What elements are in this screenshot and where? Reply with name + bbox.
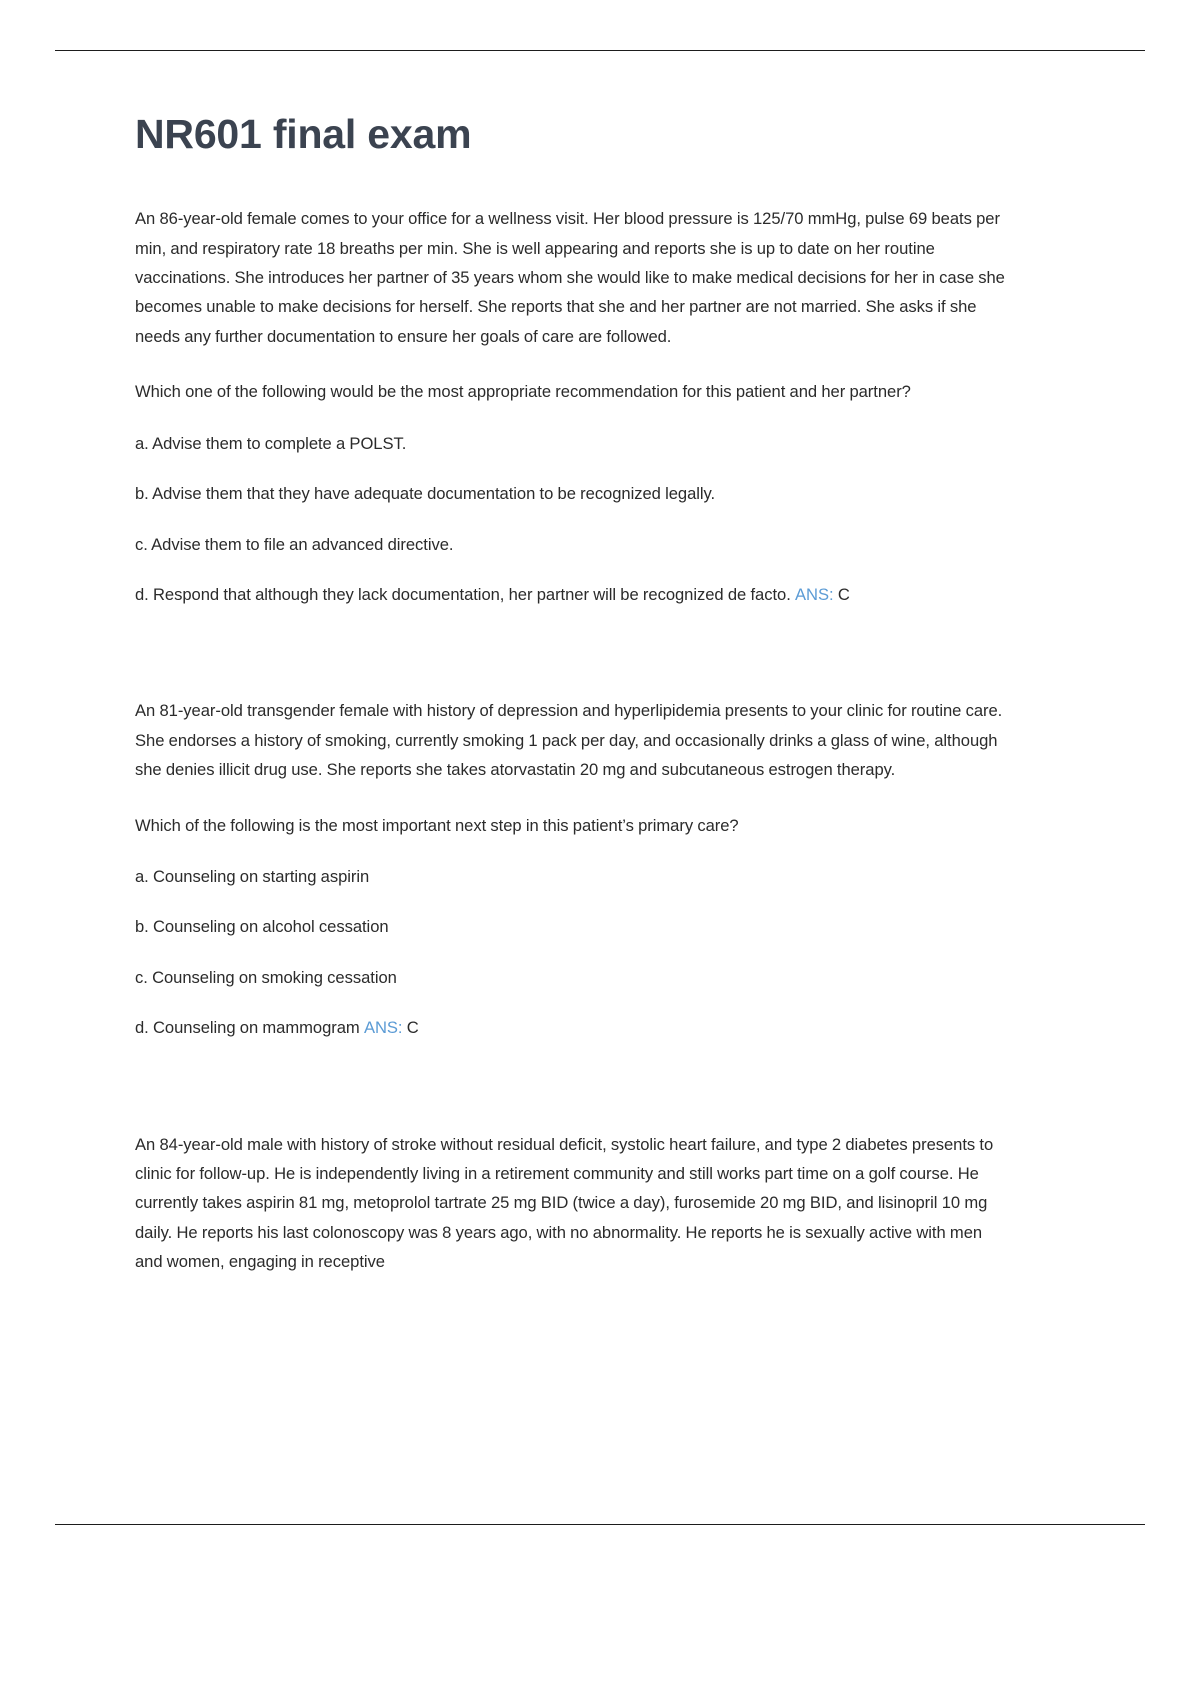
question-1-answer-tag: ANS: bbox=[795, 584, 834, 604]
question-2-option-d[interactable] bbox=[135, 1013, 1007, 1042]
question-1-answer-letter: C bbox=[837, 584, 850, 604]
question-2-option-d-label: d. Counseling on mammogram bbox=[135, 1018, 360, 1038]
question-2-option-a[interactable]: a. Counseling on starting aspirin bbox=[135, 866, 370, 886]
header-rule bbox=[55, 50, 1145, 51]
question-separator-1 bbox=[135, 630, 1007, 696]
question-1-option-d[interactable] bbox=[135, 580, 1007, 609]
question-1-vignette: An 86-year-old female comes to your office for a wellness visit. Her blood pressure is 125/70 mmHg, pulse 69 beats per min, and respiratory rate 18 breaths per min. She is well appearing and reports she is up to date on her routine vaccinations. She introduces her partner of 35 years whom she would like to make medical decisions for her in case she becomes unable to make decisions for herself. She reports that she and her partner are not married. She asks if she needs any further documentation to ensure her goals of care are followed. bbox=[135, 209, 1005, 346]
question-2-answer-letter: C bbox=[406, 1018, 419, 1038]
question-2-option-c[interactable]: c. Counseling on smoking cessation bbox=[135, 967, 397, 987]
question-2-answer-tag: ANS: bbox=[363, 1018, 403, 1038]
page-title: NR601 final exam bbox=[135, 111, 472, 157]
footer-rule bbox=[55, 1524, 1145, 1525]
question-1-stem: Which one of the following would be the most appropriate recommendation for this patient and her partner? bbox=[135, 382, 911, 402]
question-3-vignette: An 84-year-old male with history of stroke without residual deficit, systolic heart failure, and type 2 diabetes presents to clinic for follow-up. He is independently living in a retirement community and still works part time on a golf course. He currently takes aspirin 81 mg, metoprolol tartrate 25 mg BID (twice a day), furosemide 20 mg BID, and lisinopril 10 mg daily. He reports his last colonoscopy was 8 years ago, with no abnormality. He reports he is sexually active with men and women, engaging in receptive bbox=[135, 1134, 994, 1272]
question-1-option-a[interactable]: a. Advise them to complete a POLST. bbox=[135, 433, 407, 453]
question-2-stem: Which of the following is the most important next step in this patient’s primary care? bbox=[135, 815, 739, 835]
question-1-option-b[interactable]: b. Advise them that they have adequate documentation to be recognized legally. bbox=[135, 484, 716, 504]
question-2-option-b[interactable]: b. Counseling on alcohol cessation bbox=[135, 917, 389, 937]
question-1-option-d-label: d. Respond that although they lack documentation, her partner will be recognized de facto. bbox=[135, 584, 791, 604]
question-1-option-c[interactable]: c. Advise them to file an advanced directive. bbox=[135, 534, 454, 554]
question-2-vignette: An 81-year-old transgender female with history of depression and hyperlipidemia presents to your clinic for routine care. She endorses a history of smoking, currently smoking 1 pack per day, and occasionally drinks a glass of wine, although she denies illicit drug use. She reports she takes atorvastatin 20 mg and subcutaneous estrogen therapy. bbox=[135, 701, 1003, 780]
document-content bbox=[135, 112, 1007, 1303]
question-separator-2 bbox=[135, 1064, 1007, 1130]
